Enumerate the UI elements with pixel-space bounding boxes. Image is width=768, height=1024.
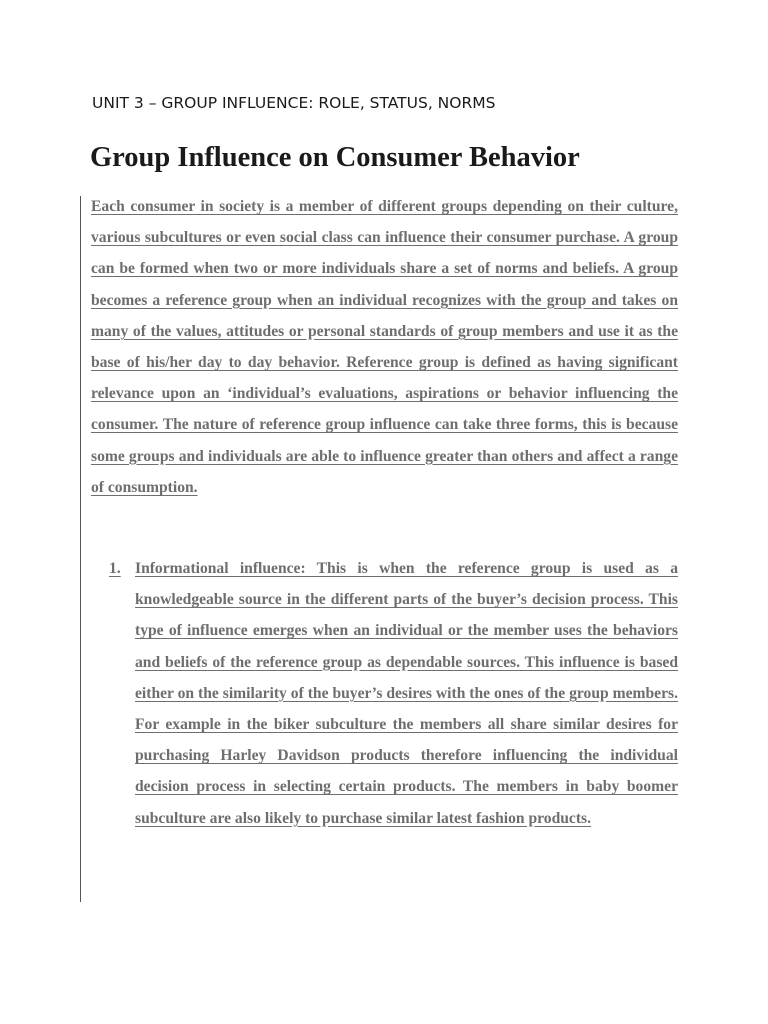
list-item [109,553,678,834]
page-title: Group Influence on Consumer Behavior [90,142,580,173]
unit-heading: UNIT 3 – GROUP INFLUENCE: ROLE, STATUS, NORMS [92,94,496,112]
revision-change-bar [80,196,81,902]
list-item-number: 1. [109,560,121,577]
intro-paragraph: Each consumer in society is a member of different groups depending on their culture, various subcultures or even social class can influence their consumer purchase. A group can be formed when two or more individuals share a set of norms and beliefs. A group becomes a reference group when an individual recognizes with the group and takes on many of the values, attitudes or personal standards of group members and use it as the base of his/her day to day behavior. Reference group is defined as having significant relevance upon an ‘individual’s evaluations, aspirations or behavior influencing the consumer. The nature of reference group influence can take three forms, this is because some groups and individuals are able to influence greater than others and affect a range of consumption. [91,198,678,496]
list-item-text: Informational influence: This is when the reference group is used as a knowledgeable source in the different parts of the buyer’s decision process. This type of influence emerges when an individual or the member uses the behaviors and beliefs of the reference group as dependable sources. This influence is based either on the similarity of the buyer’s desires with the ones of the group members. For example in the biker subculture the members all share similar desires for purchasing Harley Davidson products therefore influencing the individual decision process in selecting certain products. The members in baby boomer subculture are also likely to purchase similar latest fashion products. [135,560,678,827]
numbered-list [109,553,678,834]
